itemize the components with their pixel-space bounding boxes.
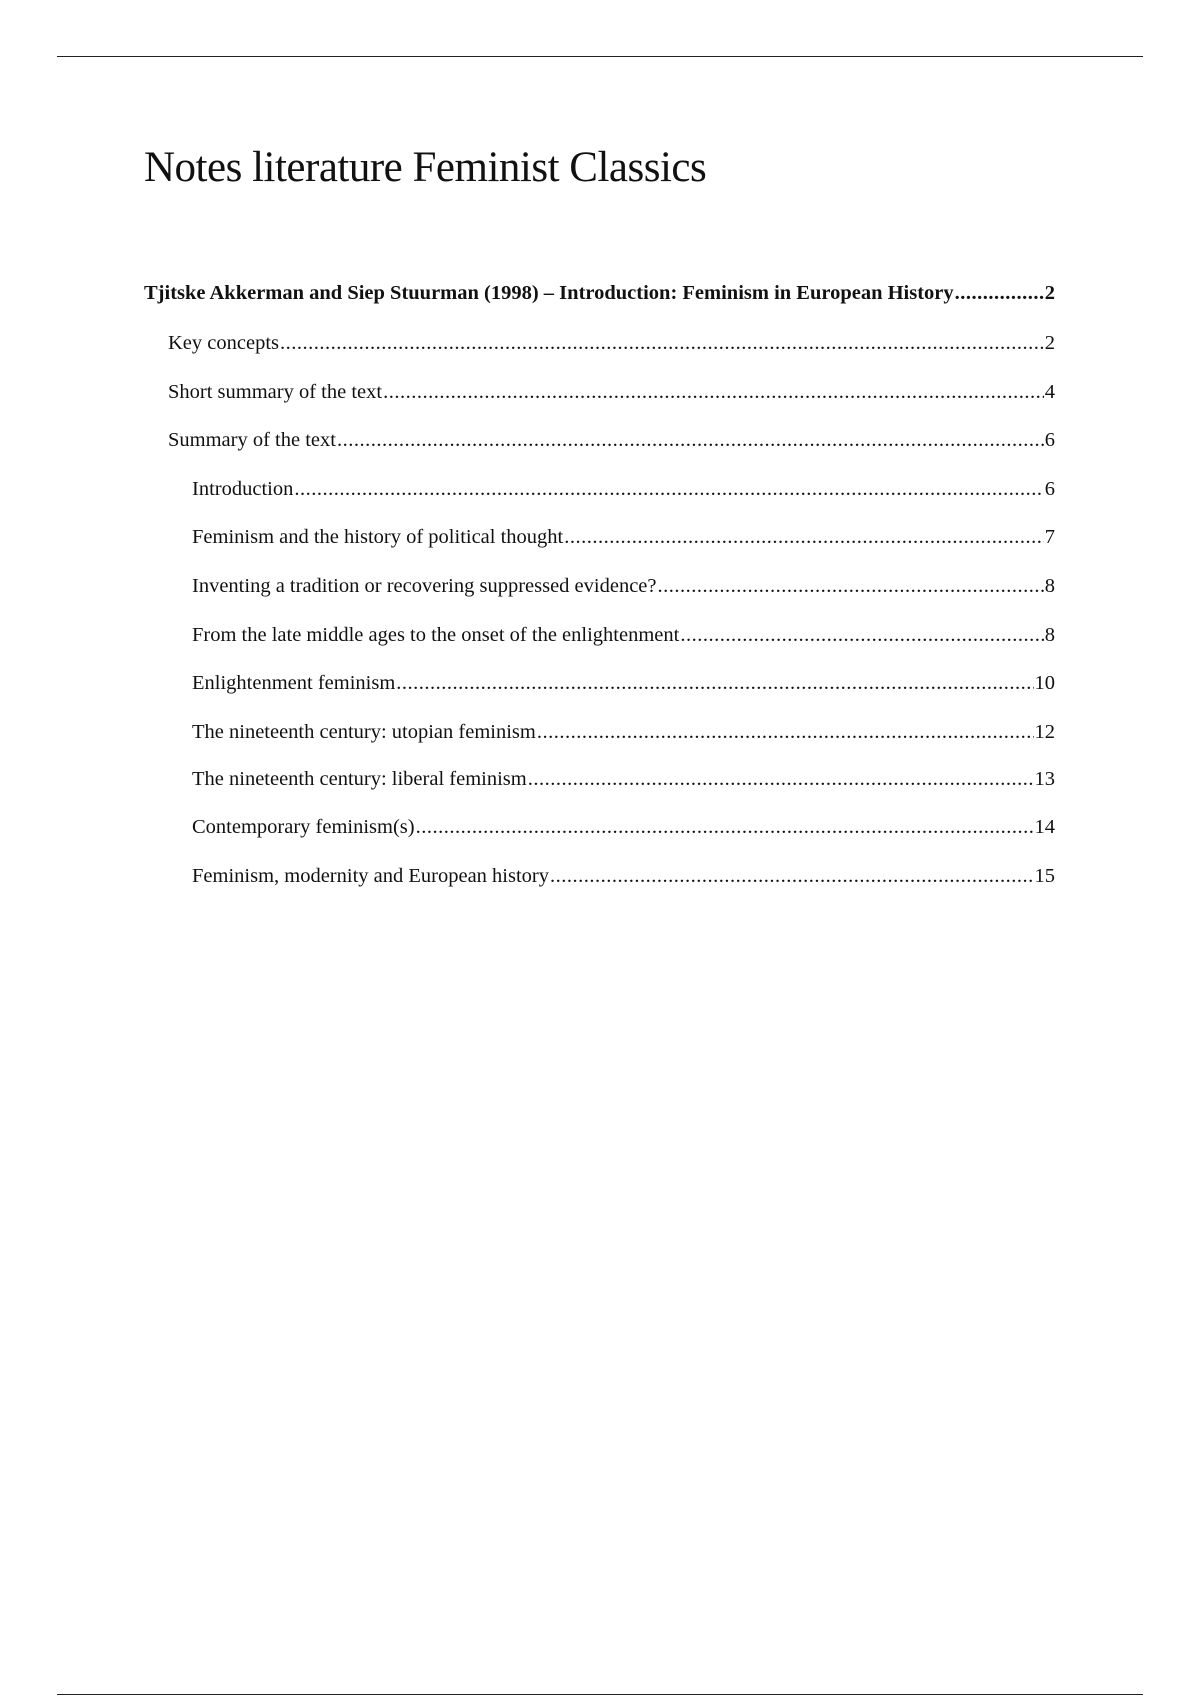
toc-leader-dots	[955, 280, 1044, 306]
header-rule	[57, 56, 1143, 57]
toc-page-number: 8	[1044, 575, 1055, 597]
toc-leader-dots	[658, 573, 1044, 599]
toc-page-number: 7	[1044, 526, 1055, 548]
toc-leader-dots	[396, 670, 1033, 696]
document-title: Notes literature Feminist Classics	[144, 144, 707, 191]
toc-entry-text: The nineteenth century: liberal feminism	[192, 768, 527, 790]
toc-leader-dots	[294, 476, 1043, 502]
toc-entry-text: From the late middle ages to the onset of the enlightenment	[192, 624, 680, 646]
toc-page-number: 2	[1044, 332, 1055, 354]
toc-entry-text: Introduction	[192, 478, 294, 500]
toc-entry[interactable]	[144, 476, 1055, 502]
toc-entry-text: Contemporary feminism(s)	[192, 816, 415, 838]
toc-entry-text: Feminism and the history of political thought	[192, 526, 564, 548]
toc-page-number: 6	[1044, 478, 1055, 500]
toc-page-number: 14	[1034, 816, 1055, 838]
toc-leader-dots	[280, 330, 1044, 356]
toc-entry-text: The nineteenth century: utopian feminism	[192, 721, 536, 743]
toc-entry[interactable]	[144, 814, 1055, 840]
toc-entry[interactable]	[144, 622, 1055, 648]
toc-leader-dots	[416, 814, 1034, 840]
toc-entry[interactable]	[144, 670, 1055, 696]
toc-entry[interactable]	[144, 573, 1055, 599]
toc-page-number: 15	[1034, 865, 1055, 887]
toc-entry[interactable]	[144, 863, 1055, 889]
toc-page-number: 8	[1044, 624, 1055, 646]
toc-entry-text: Summary of the text	[168, 429, 336, 451]
toc-entry[interactable]	[144, 427, 1055, 453]
toc-leader-dots	[537, 719, 1034, 745]
toc-entry[interactable]	[144, 379, 1055, 405]
toc-entry[interactable]	[144, 330, 1055, 356]
toc-page-number: 13	[1034, 768, 1055, 790]
toc-leader-dots	[337, 427, 1044, 453]
toc-leader-dots	[528, 766, 1034, 792]
toc-page-number: 10	[1034, 672, 1055, 694]
toc-entry[interactable]	[144, 524, 1055, 550]
toc-leader-dots	[680, 622, 1043, 648]
toc-page-number: 6	[1044, 429, 1055, 451]
toc-entry-text: Key concepts	[168, 332, 279, 354]
toc-entry[interactable]	[144, 766, 1055, 792]
toc-leader-dots	[383, 379, 1044, 405]
toc-entry-text: Feminism, modernity and European history	[192, 865, 549, 887]
toc-entry-text: Inventing a tradition or recovering suppressed evidence?	[192, 575, 657, 597]
toc-leader-dots	[550, 863, 1034, 889]
toc-page-number: 12	[1034, 721, 1055, 743]
toc-entry-text: Tjitske Akkerman and Siep Stuurman (1998) – Introduction: Feminism in European History	[144, 282, 954, 304]
footer-rule	[57, 1694, 1143, 1695]
toc-leader-dots	[564, 524, 1044, 550]
toc-page-number: 4	[1044, 381, 1055, 403]
toc-page-number: 2	[1044, 282, 1055, 304]
toc-entry-text: Enlightenment feminism	[192, 672, 396, 694]
toc-entry[interactable]	[144, 719, 1055, 745]
toc-entry-text: Short summary of the text	[168, 381, 383, 403]
toc-entry[interactable]	[144, 280, 1055, 306]
